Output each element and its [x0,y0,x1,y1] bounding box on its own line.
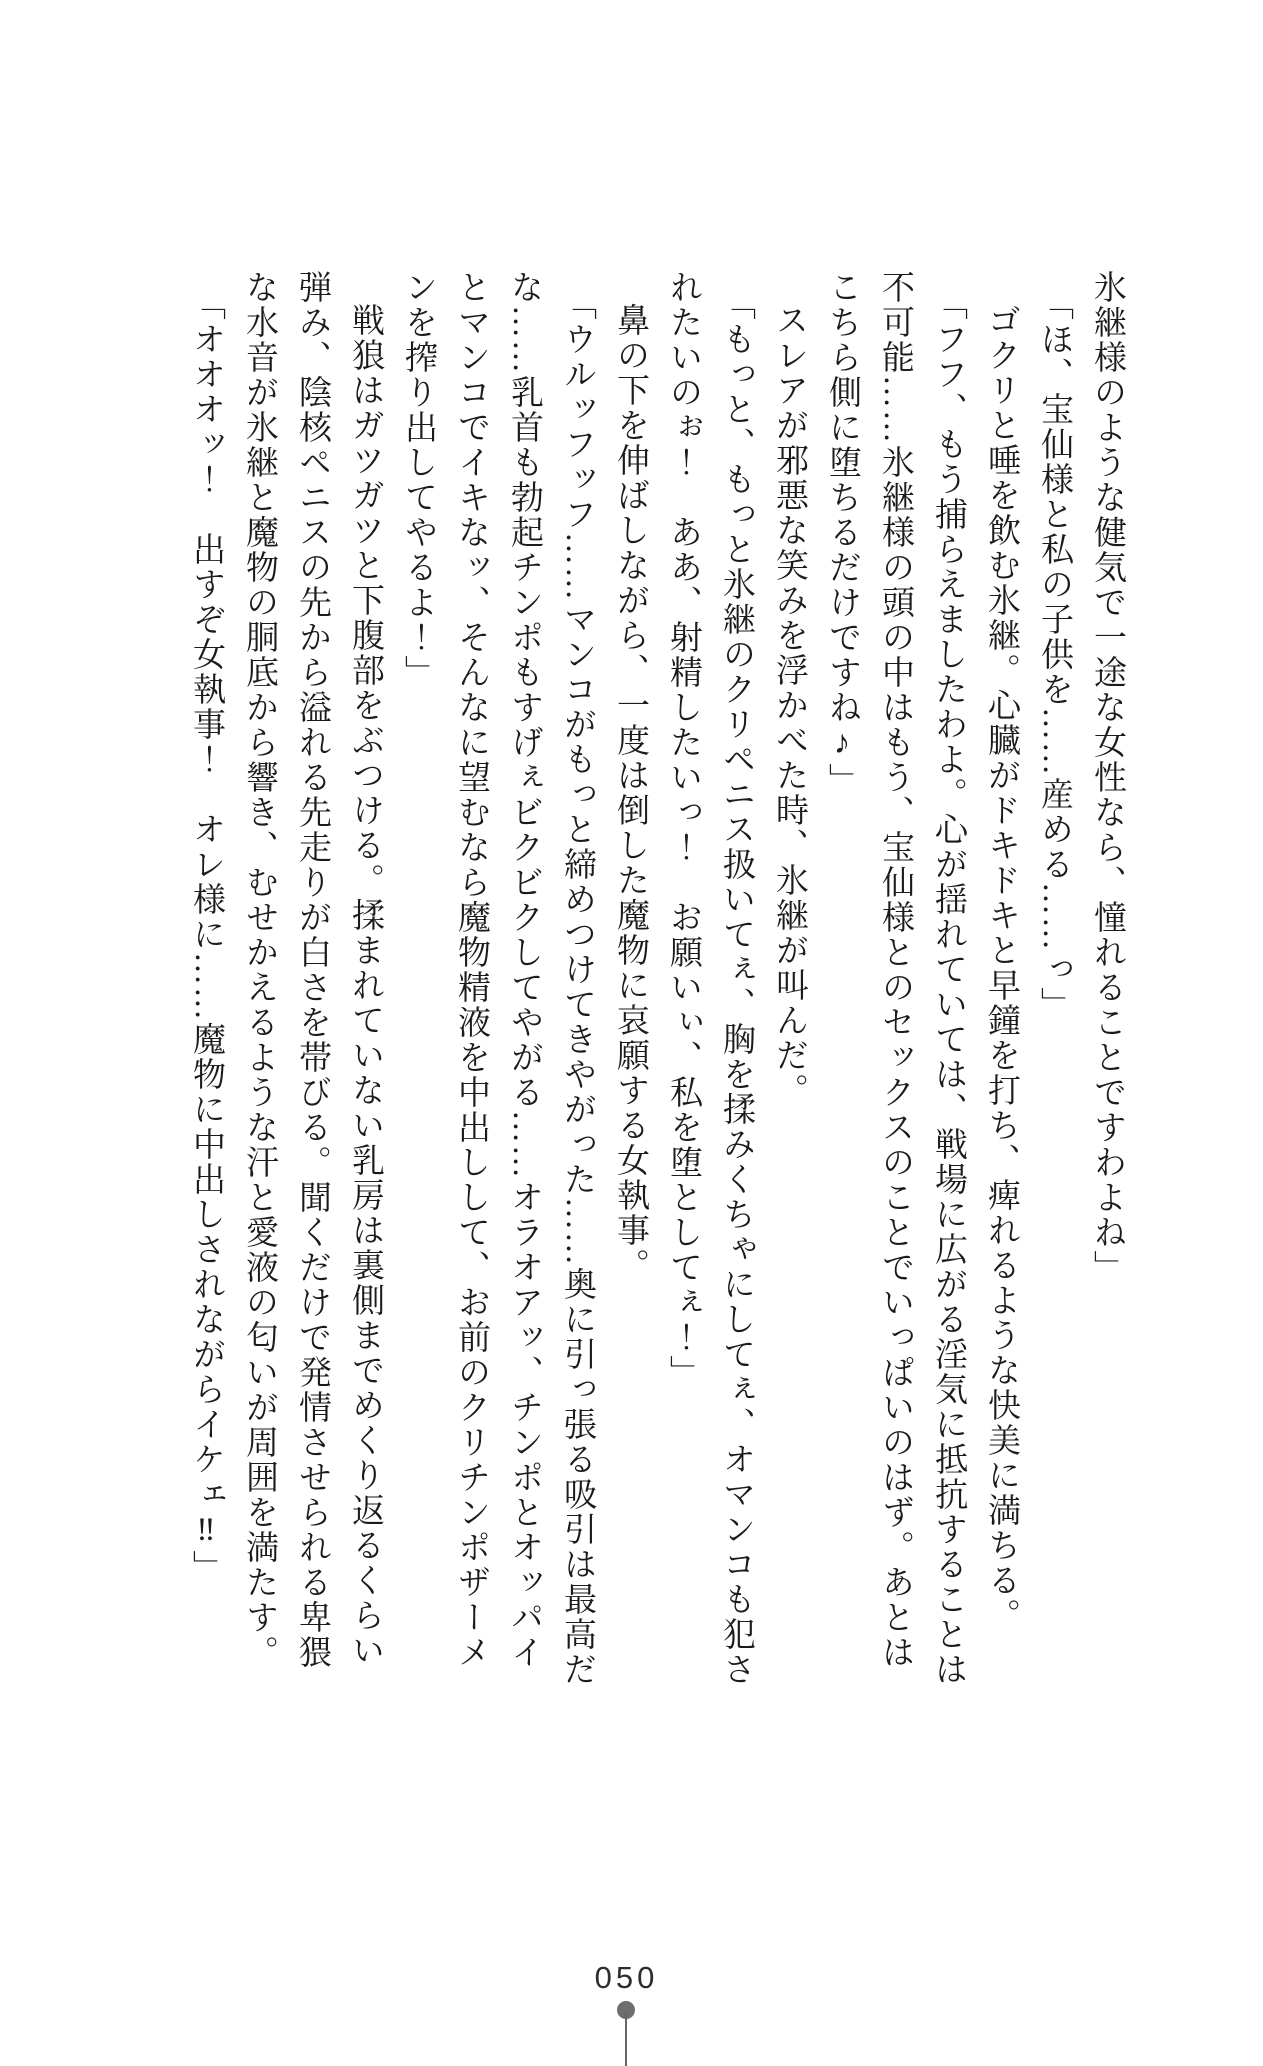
text-column-17: な水音が氷継と魔物の胴底から響き、むせかえるような汗と愛液の匂いが周囲を満たす。 [241,270,277,1670]
text-column-13: とマンコでイキなッ、そんなに望むなら魔物精液を中出しして、お前のクリチンポザーメ [453,270,489,1670]
text-column-10: 鼻の下を伸ばしながら、一度は倒した魔物に哀願する女執事。 [612,303,648,1283]
text-column-3: ゴクリと唾を飲む氷継。心臓がドキドキと早鐘を打ち、痺れるような快美に満ちる。 [983,303,1019,1633]
text-column-4: 「フフ、もう捕らえましたわよ。心が揺れていては、戦場に広がる淫気に抵抗することは [930,286,966,1687]
text-column-2: 「ほ、宝仙様と私の子供を……産める……っ」 [1036,286,1072,1022]
page-number: 050 [594,1960,659,1995]
text-column-7: スレアが邪悪な笑みを浮かべた時、氷継が叫んだ。 [771,303,807,1108]
text-column-5: 不可能……氷継様の頭の中はもう、宝仙様とのセックスのことでいっぱいのはず。あとは [877,270,913,1670]
text-column-8: 「もっと、もっと氷継のクリペニス扱いてぇ、胸を揉みくちゃにしてぇ、オマンコも犯さ [718,286,754,1687]
text-column-16: 弾み、陰核ペニスの先から溢れる先走りが白さを帯びる。聞くだけで発情させられる卑猥 [294,270,330,1670]
text-column-15: 戦狼はガツガツと下腹部をぶつける。揉まれていない乳房は裏側までめくり返るくらい [347,303,383,1668]
footer-line-ornament [625,2012,627,2066]
text-column-18: 「オオオッ！ 出すぞ女執事！ オレ様に……魔物に中出しされながらイケェ‼」 [188,286,224,1585]
text-column-6: こちら側に堕ちるだけですね♪」 [824,270,860,798]
text-column-9: れたいのぉ！ ああ、射精したいっ！ お願いぃ、私を堕としてぇ！」 [665,270,701,1390]
text-column-11: 「ウルッフッフ……マンコがもっと締めつけてきやがった……奥に引っ張る吸引は最高だ [559,286,595,1687]
text-column-12: な……乳首も勃起チンポもすげぇビクビクしてやがる……オラオアッ、チンポとオッパイ [506,270,542,1670]
text-column-14: ンを搾り出してやるよ！」 [400,270,436,690]
text-column-1: 氷継様のような健気で一途な女性なら、憧れることですわよね」 [1089,270,1125,1285]
body-text [179,270,1133,1695]
